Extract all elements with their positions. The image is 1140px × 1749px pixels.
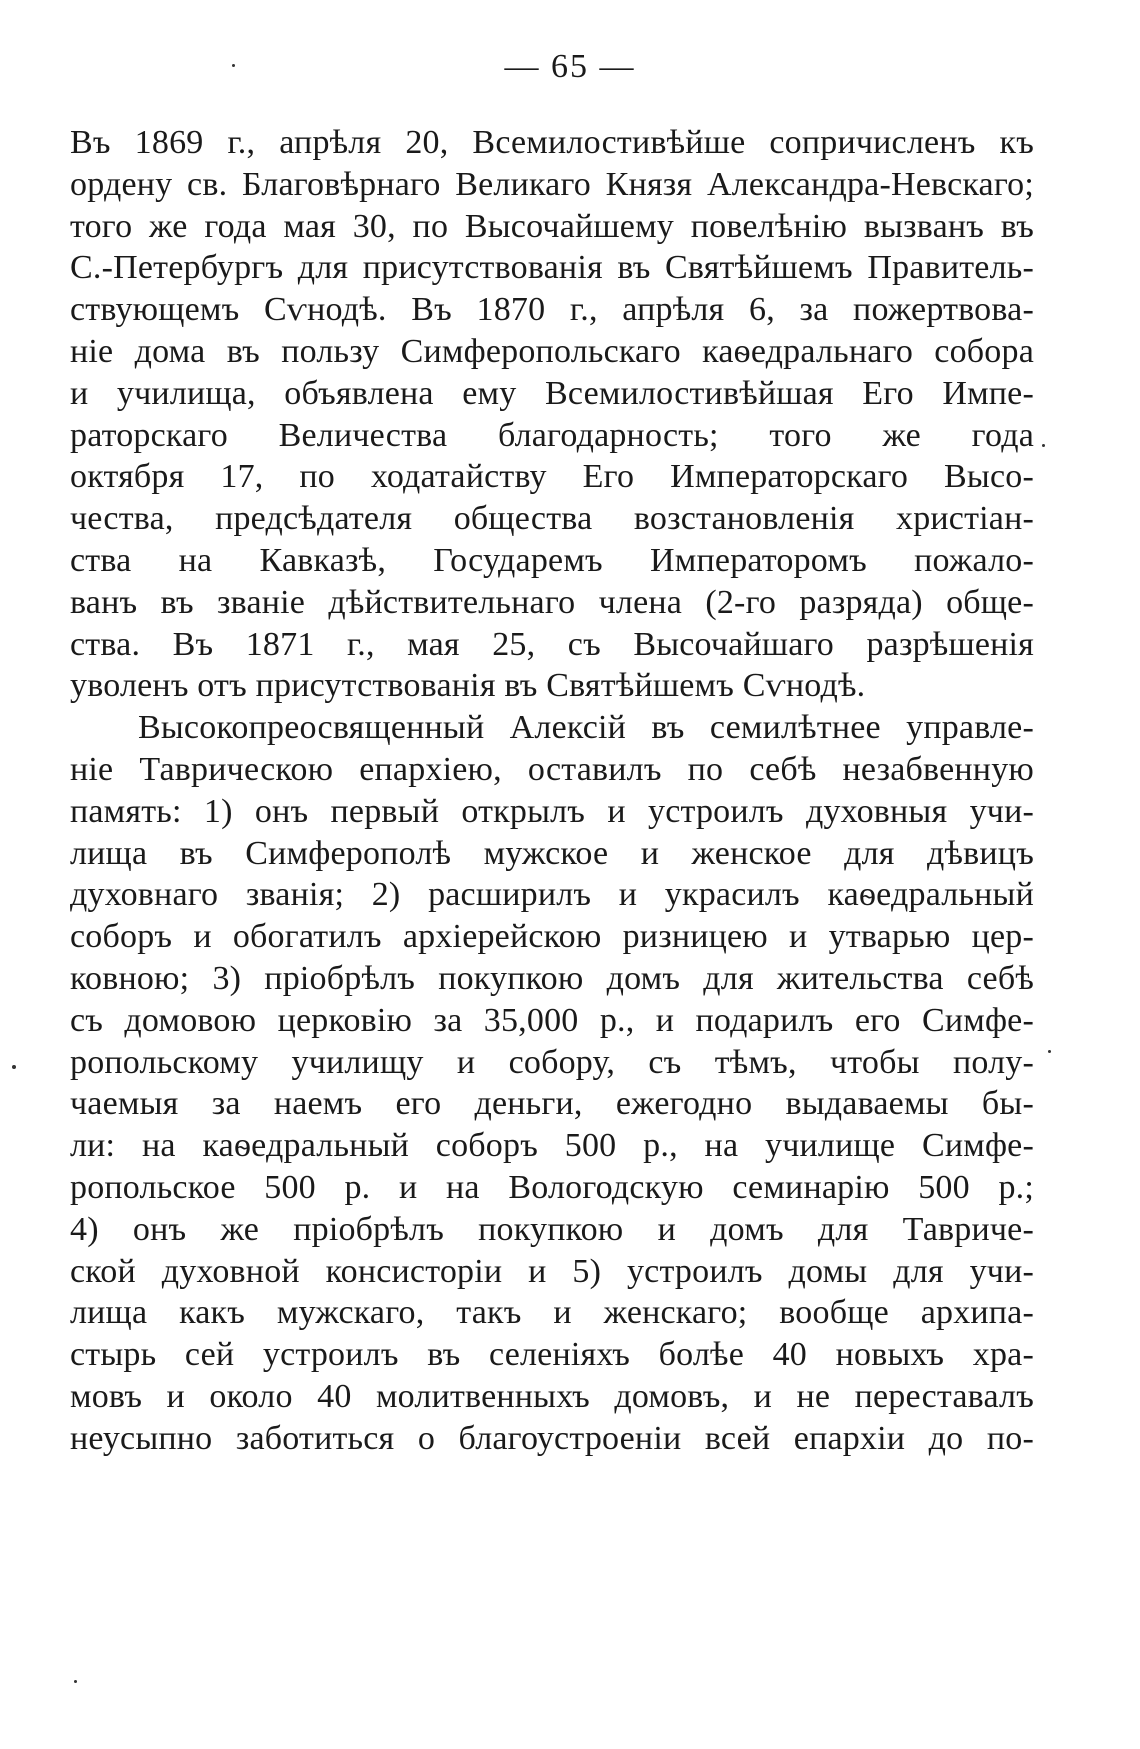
scan-speck xyxy=(1042,444,1045,447)
text-line: чества, предсѣдателя общества возстановленія христіан- xyxy=(70,500,1034,538)
text-line: мовъ и около 40 молитвенныхъ домовъ, и не переставалъ xyxy=(70,1377,1034,1415)
text-line: чаемыя за наемъ его деньги, ежегодно выдаваемы бы- xyxy=(70,1085,1034,1123)
scan-speck xyxy=(12,1065,16,1069)
text-line: ванъ въ званіе дѣйствительнаго члена (2-го разряда) обще- xyxy=(70,583,1034,621)
text-line: ковною; 3) пріобрѣлъ покупкою домъ для жительства себѣ xyxy=(70,959,1034,997)
text-line: ства на Кавказѣ, Государемъ Императоромъ пожало- xyxy=(70,541,1034,579)
text-line: 4) онъ же пріобрѣлъ покупкою и домъ для Тавриче- xyxy=(70,1210,1034,1248)
paragraph-2 xyxy=(70,707,1034,1459)
text-line: ропольское 500 р. и на Вологодскую семинарію 500 р.; xyxy=(70,1168,1034,1206)
text-line: съ домовою церковію за 35,000 р., и подарилъ его Симфе- xyxy=(70,1001,1034,1039)
text-line: ніе Таврическою епархіею, оставилъ по себѣ незабвенную xyxy=(70,750,1034,788)
text-line: память: 1) онъ первый открылъ и устроилъ духовныя учи- xyxy=(70,792,1034,830)
text-line: ства. Въ 1871 г., мая 25, съ Высочайшаго разрѣшенія xyxy=(70,625,1034,663)
text-line: октября 17, по ходатайству Его Императорскаго Высо- xyxy=(70,458,1034,496)
text-line: того же года мая 30, по Высочайшему повелѣнію вызванъ въ xyxy=(70,207,1034,245)
scan-speck xyxy=(74,1680,77,1683)
text-line: и училища, объявлена ему Всемилостивѣйшая Его Импе- xyxy=(70,374,1034,412)
scan-speck xyxy=(1048,1050,1051,1053)
paragraph-1 xyxy=(70,122,1034,707)
text-line: ропольскому училищу и собору, съ тѣмъ, чтобы полу- xyxy=(70,1043,1034,1081)
text-line: стырь сей устроилъ въ селеніяхъ болѣе 40 новыхъ хра- xyxy=(70,1336,1034,1374)
text-line: С.-Петербургъ для присутствованія въ Святѣйшемъ Правитель- xyxy=(70,249,1034,287)
text-line: ніе дома въ пользу Симферопольскаго каѳедральнаго собора xyxy=(70,332,1034,370)
text-line: лища въ Симферополѣ мужское и женское для дѣвицъ xyxy=(70,834,1034,872)
text-line: лища какъ мужскаго, такъ и женскаго; вообще архипа- xyxy=(70,1294,1034,1332)
text-line: неусыпно заботиться о благоустроеніи всей епархіи до по- xyxy=(70,1419,1034,1457)
text-line: Въ 1869 г., апрѣля 20, Всемилостивѣйше сопричисленъ къ xyxy=(70,124,1034,161)
text-line: соборъ и обогатилъ архіерейскою ризницею и утварью цер- xyxy=(70,918,1034,956)
text-line: Высокопреосвященный Алексій въ семилѣтнее управле- xyxy=(138,709,1034,747)
text-line: раторскаго Величества благодарность; того же года xyxy=(70,416,1034,454)
text-line: ордену св. Благовѣрнаго Великаго Князя Александра-Невскаго; xyxy=(70,165,1034,203)
text-line: ли: на каѳедральный соборъ 500 р., на училище Симфе- xyxy=(70,1127,1034,1165)
text-line: духовнаго званія; 2) расширилъ и украсилъ каѳедральный xyxy=(70,876,1034,914)
body-text xyxy=(70,122,1034,1460)
text-line: ской духовной консисторіи и 5) устроилъ домы для учи- xyxy=(70,1252,1034,1290)
text-line: ствующемъ Сѵнодѣ. Въ 1870 г., апрѣля 6, за пожертвова- xyxy=(70,291,1034,329)
text-line: уволенъ отъ присутствованія въ Святѣйшемъ Сѵнодѣ. xyxy=(70,667,866,705)
scan-speck xyxy=(232,64,235,67)
page-number: — 65 — xyxy=(504,48,636,85)
